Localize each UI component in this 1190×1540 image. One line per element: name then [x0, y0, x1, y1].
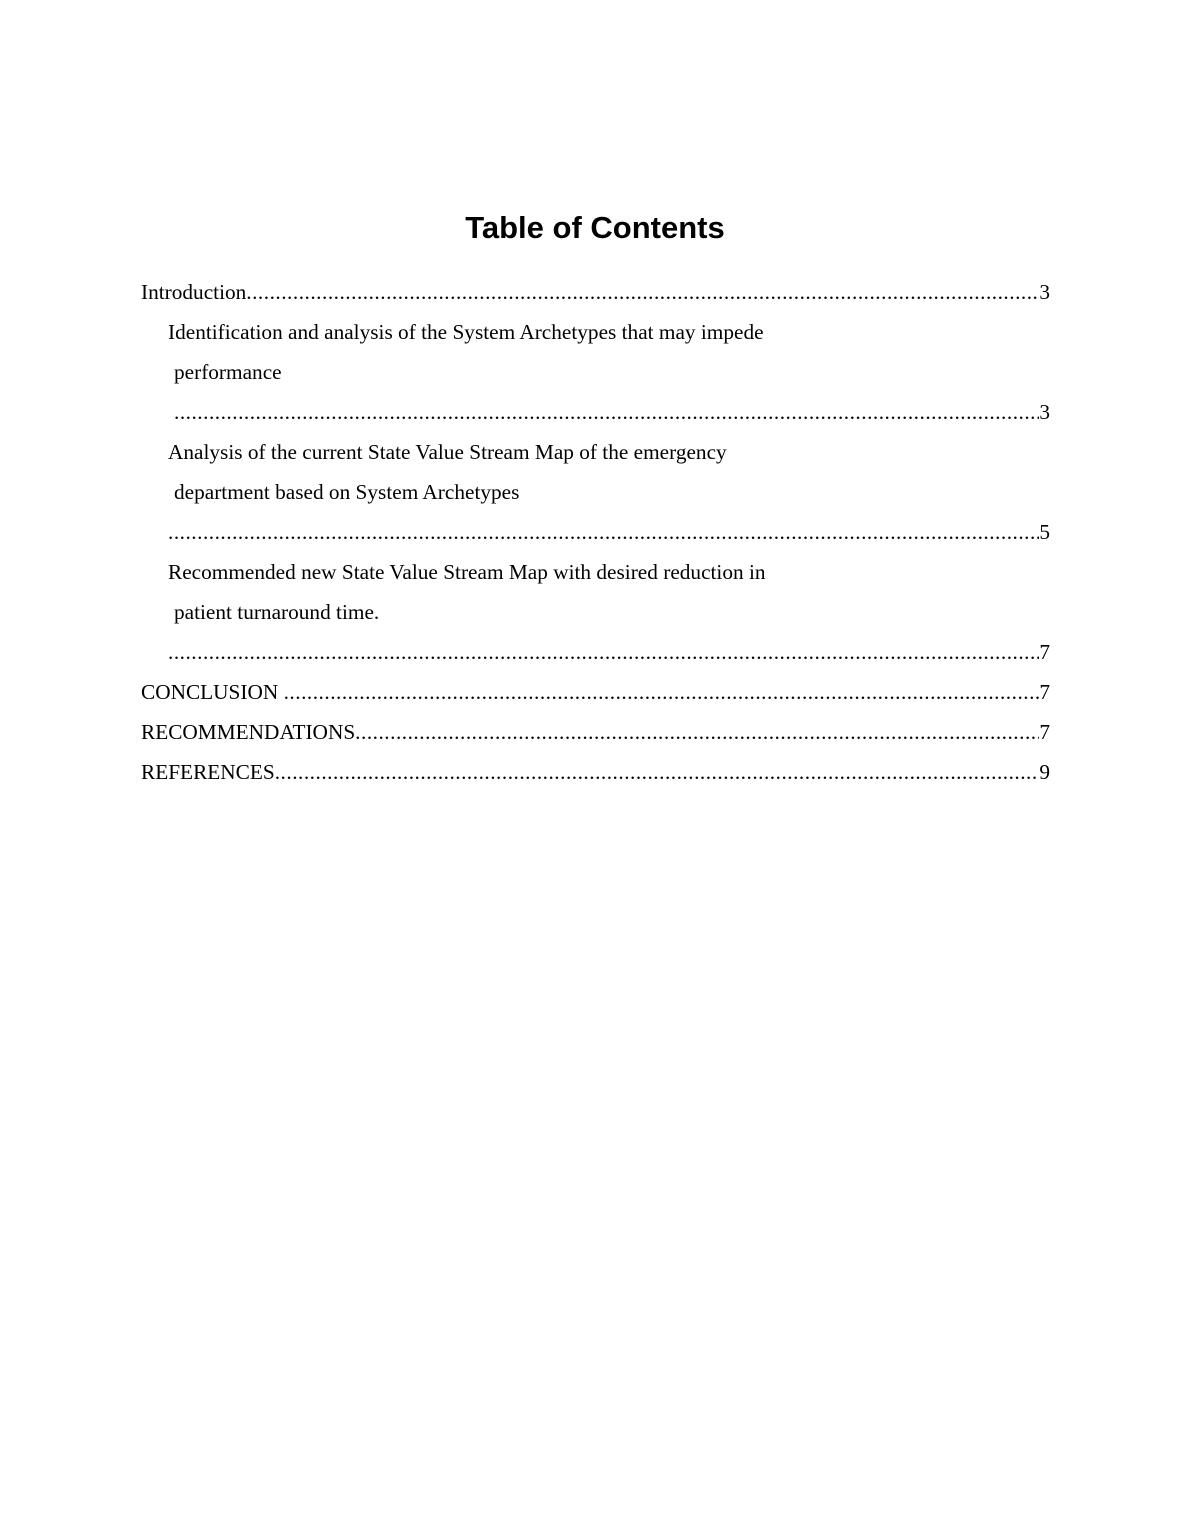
toc-entry-conclusion[interactable]: [141, 672, 1050, 712]
toc-page-number: 7: [1039, 640, 1050, 664]
dot-leader: [168, 632, 1039, 672]
page-title: Table of Contents: [465, 210, 725, 245]
toc-entry-recommended-leader[interactable]: [168, 632, 1050, 672]
dot-leader: [355, 712, 1039, 752]
dot-leader: [174, 392, 1039, 432]
toc-entry-label: RECOMMENDATIONS: [141, 720, 356, 744]
dot-leader: [284, 672, 1040, 712]
toc-entry-references[interactable]: [141, 752, 1050, 792]
toc-entry-identification-leader[interactable]: [174, 392, 1050, 432]
toc-entry-identification-line2[interactable]: performance: [174, 360, 282, 384]
dot-leader: [275, 752, 1040, 792]
toc-entry-analysis-line2[interactable]: department based on System Archetypes: [174, 480, 520, 504]
toc-entry-recommended-line1[interactable]: Recommended new State Value Stream Map with desired reduction in: [168, 560, 766, 584]
toc-page-number: 9: [1039, 760, 1050, 784]
toc-page-number: 3: [1039, 280, 1050, 304]
toc-page-number: 7: [1039, 680, 1050, 704]
toc-entry-analysis-leader[interactable]: [168, 512, 1050, 552]
toc-page-number: 3: [1039, 400, 1050, 424]
dot-leader: [168, 512, 1039, 552]
toc-entry-introduction[interactable]: [141, 272, 1050, 312]
toc-page-number: 7: [1039, 720, 1050, 744]
toc-entry-label: REFERENCES: [141, 760, 275, 784]
toc-entry-recommendations[interactable]: [141, 712, 1050, 752]
toc-page-number: 5: [1039, 520, 1050, 544]
toc-entry-identification-line1[interactable]: Identification and analysis of the System Archetypes that may impede: [168, 320, 764, 344]
toc-entry-recommended-line2[interactable]: patient turnaround time.: [174, 600, 380, 624]
toc-entry-label: Introduction: [141, 280, 247, 304]
dot-leader: [246, 272, 1039, 312]
toc-entry-label: CONCLUSION: [141, 680, 284, 704]
toc-entry-analysis-line1[interactable]: Analysis of the current State Value Stream Map of the emergency: [168, 440, 727, 464]
